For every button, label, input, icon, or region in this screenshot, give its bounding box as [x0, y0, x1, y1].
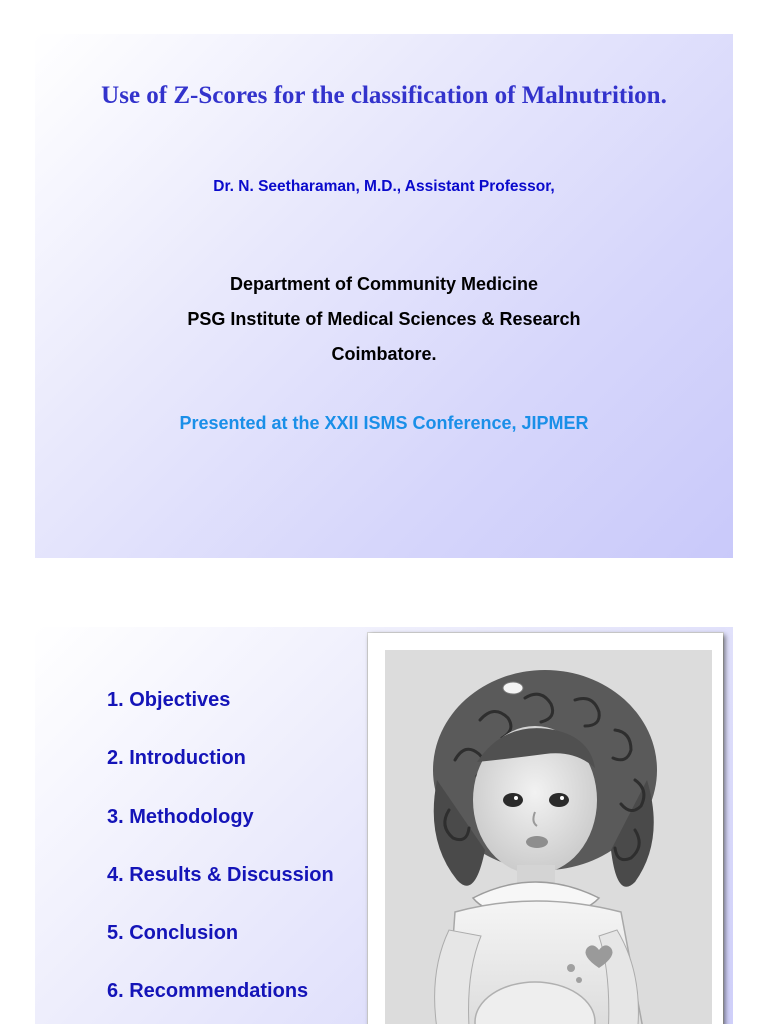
contents-slide [35, 627, 733, 1024]
department-line: Department of Community Medicine [229, 274, 539, 294]
institute-line: PSG Institute of Medical Sciences & Research [187, 309, 581, 329]
photo-frame [368, 633, 723, 1024]
slide-title: Use of Z-Scores for the classification of Malnutrition. [101, 82, 667, 109]
toc-item-results-discussion: 4. Results & Discussion [107, 863, 334, 886]
author-line: Dr. N. Seetharaman, M.D., Assistant Professor, [213, 178, 555, 195]
city-line: Coimbatore. [331, 344, 437, 364]
toc-item-objectives: 1. Objectives [107, 689, 231, 711]
toc-item-conclusion: 5. Conclusion [107, 922, 239, 945]
toc-item-recommendations: 6. Recommendations [107, 980, 309, 1003]
toc-item-introduction: 2. Introduction [107, 747, 246, 770]
title-slide [35, 34, 733, 558]
child-portrait-illustration [385, 650, 712, 1024]
table-of-contents [107, 689, 334, 1024]
toc-item-methodology: 3. Methodology [107, 805, 254, 828]
conference-line: Presented at the XXII ISMS Conference, JIPMER [179, 413, 589, 433]
child-portrait-photo [385, 650, 712, 1024]
